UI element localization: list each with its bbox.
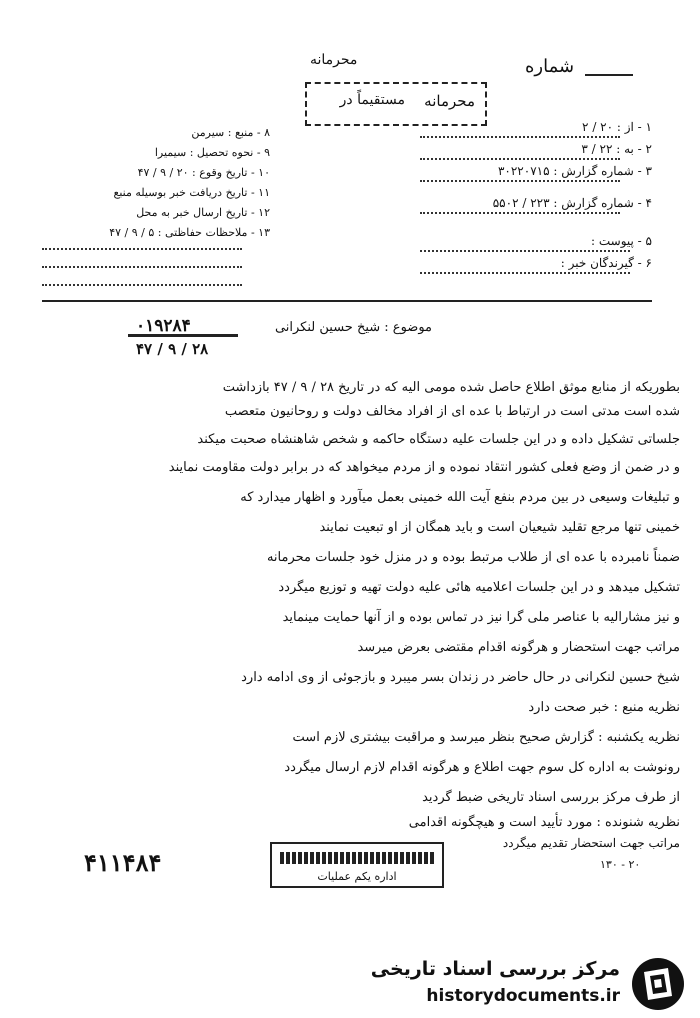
body-line: از طرف مرکز بررسی اسناد تاریخی ضبط گردید <box>422 790 680 805</box>
body-line: رونوشت به اداره کل سوم جهت اطلاع و هرگونه اقدام لازم ارسال میگردد <box>284 760 680 775</box>
body-line: تشکیل میدهد و در این جلسات اعلامیه هائی علیه دولت تهیه و توزیع میگردد <box>278 580 680 595</box>
field-right: ۵ - پیوست : <box>591 234 652 248</box>
field-left: ۱۰ - تاریخ وقوع : ۲۰ / ۹ / ۴۷ <box>137 166 270 179</box>
field-right: ۳ - شماره گزارش : ۳۰۲۲۰۷۱۵ <box>497 164 652 178</box>
dotted-line <box>42 248 242 250</box>
body-line: شیخ حسین لنکرانی در حال حاضر در زندان بسر میبرد و بازجوئی از وی ادامه دارد <box>241 670 680 685</box>
stamp-pattern <box>280 852 434 864</box>
watermark-footer <box>370 952 692 1014</box>
heading-left: محرمانه <box>310 52 358 68</box>
field-right: ۴ - شماره گزارش : ۲۲۳ / ۵۵۰۲ <box>492 196 652 210</box>
dotted-line <box>420 180 620 182</box>
dotted-line <box>420 158 620 160</box>
field-right: ۲ - به : ۲۲ / ۳ <box>581 142 652 156</box>
body-line: مراتب جهت استحضار و هرگونه اقدام مقتضی بعرض میرسد <box>357 640 680 655</box>
body-line: نظریه شنونده : مورد تأیید است و هیچگونه اقدامی <box>408 815 680 830</box>
body-line: نظریه یکشنبه : گزارش صحیح بنظر میرسد و مراقبت بیشتری لازم است <box>292 730 680 745</box>
footer-title: مرکز بررسی اسناد تاریخی <box>370 958 620 980</box>
body-line: جلساتی تشکیل داده و در این جلسات علیه دستگاه حاکمه و شخص شاهنشاه صحبت میکند <box>197 432 680 447</box>
body-line: و نیز مشارالیه با عناصر ملی گرا نیز در تماس بوده و از آنها حمایت مینماید <box>282 610 680 625</box>
stamp-label: اداره یکم عملیات <box>317 870 397 883</box>
archive-logo-icon <box>630 956 686 1012</box>
dotted-line <box>42 284 242 286</box>
field-left: ۱۱ - تاریخ دریافت خبر بوسیله منبع <box>113 186 270 199</box>
dotted-line <box>420 136 620 138</box>
stamp-label-2: مستقیماً در <box>339 92 405 108</box>
reference-number: ۰۱۹۲۸۴ <box>136 316 191 336</box>
body-line: ضمناً نامبرده با عده ای از طلاب مرتبط بوده و در منزل خود جلسات محرمانه <box>266 550 680 565</box>
body-line: بطوریکه از منابع موثق اطلاع حاصل شده مومی الیه که در تاریخ ۲۸ / ۹ / ۴۷ بازداشت <box>222 380 680 395</box>
field-left: ۸ - منبع : سیرمن <box>191 126 270 139</box>
classification-stamp <box>305 82 487 126</box>
header-separator <box>42 300 652 302</box>
body-line: نظریه منبع : خبر صحت دارد <box>528 700 680 715</box>
footer-url: historydocuments.ir <box>426 986 620 1006</box>
heading-underline <box>585 74 633 76</box>
office-stamp <box>270 842 444 888</box>
body-line: مراتب جهت استحضار تقدیم میگردد <box>502 836 680 850</box>
body-line: خمینی تنها مرجع تقلید شیعیان است و باید همگان از او تبعیت نمایند <box>319 520 680 535</box>
field-left: ۱۳ - ملاحظات حفاظتی : ۵ / ۹ / ۴۷ <box>109 226 270 239</box>
field-right: ۱ - از : ۲۰ / ۲ <box>582 120 652 134</box>
stamp-label-1: محرمانه <box>424 92 475 110</box>
dotted-line <box>42 266 242 268</box>
subject-line: موضوع : شیخ حسین لنکرانی <box>274 320 432 335</box>
heading-right: شماره <box>525 56 575 77</box>
dotted-line <box>420 272 630 274</box>
dotted-line <box>420 212 620 214</box>
reference-date: ۲۸ / ۹ / ۴۷ <box>136 340 209 358</box>
body-line: شده است مدتی است در ارتباط با عده ای از افراد مخالف دولت و روحانیون متعصب <box>224 404 680 419</box>
reference-underline <box>128 334 238 337</box>
handwritten-number: ۴۱۱۴۸۴ <box>84 848 162 877</box>
field-left: ۱۲ - تاریخ ارسال خبر به محل <box>136 206 270 219</box>
field-right: ۶ - گیرندگان خبر : <box>560 256 652 270</box>
field-left: ۹ - نحوه تحصیل : سیمیرا <box>154 146 270 159</box>
page-code: ۲۰ - ۱۳۰ <box>600 858 641 871</box>
dotted-line <box>420 250 630 252</box>
body-line: و تبلیغات وسیعی در بین مردم بنفع آیت الله خمینی بعمل میآورد و اظهار میدارد که <box>240 490 680 505</box>
body-line: و در ضمن از وضع فعلی کشور انتقاد نموده و از مردم میخواهد که در برابر دولت مقاومت نمایند <box>168 460 680 475</box>
